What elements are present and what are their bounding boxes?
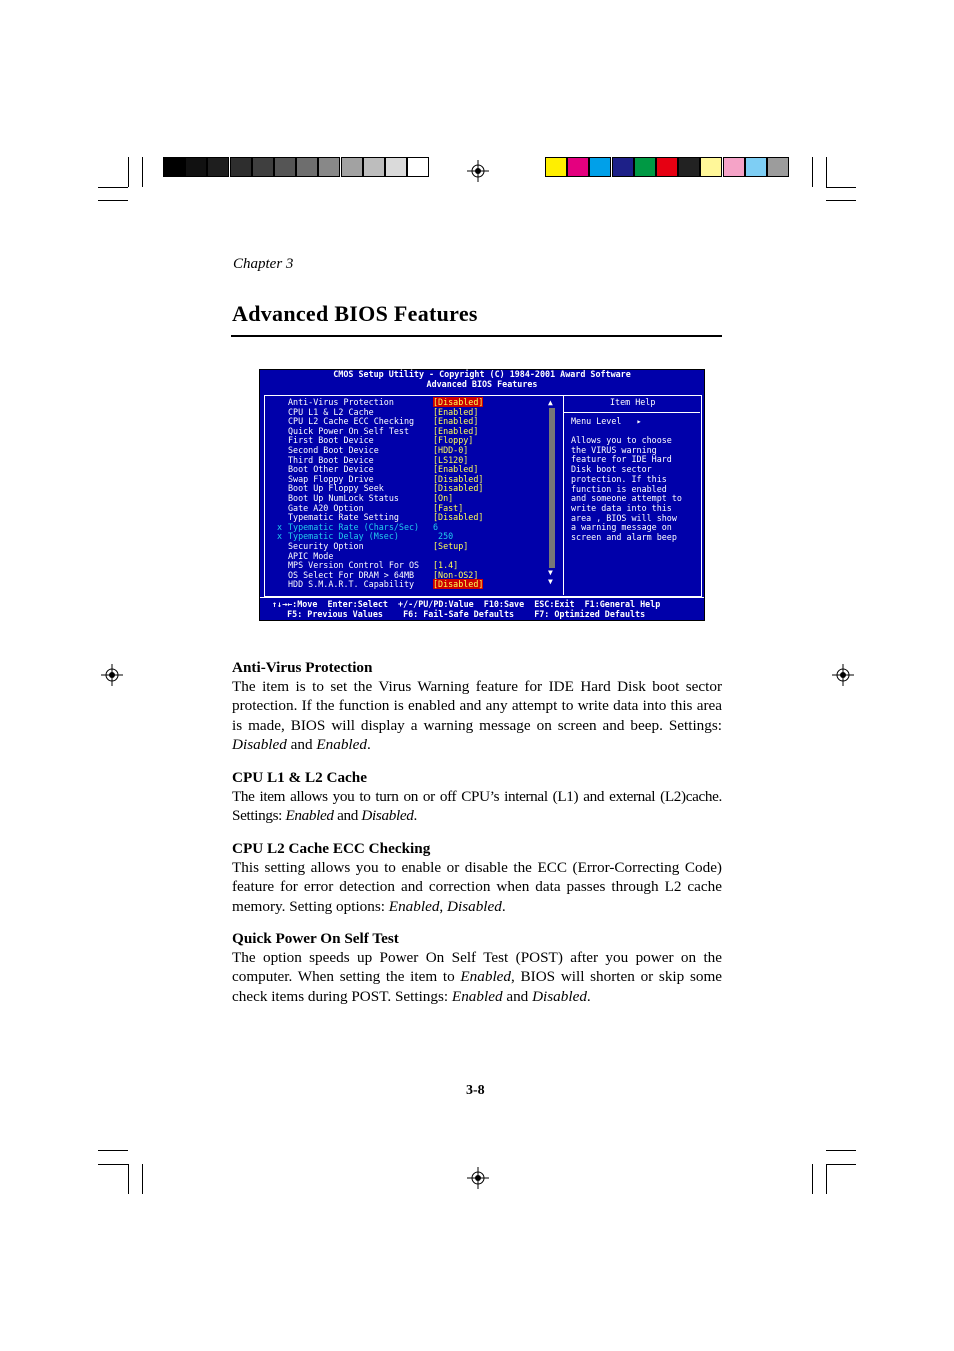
section-heading: CPU L1 & L2 Cache	[232, 769, 367, 786]
bios-item-label: Boot Other Device	[288, 464, 374, 475]
gray-swatch	[407, 157, 429, 177]
color-swatch	[545, 157, 567, 177]
bios-scrollbar[interactable]	[549, 408, 555, 568]
bios-item-value[interactable]: [Fast]	[433, 502, 464, 513]
color-swatch	[745, 157, 767, 177]
section-anti-virus	[232, 658, 722, 755]
bios-item-value[interactable]: [Non-OS2]	[433, 569, 479, 580]
disabled-mark: x	[277, 521, 283, 532]
bios-help-line: feature for IDE Hard	[571, 454, 672, 465]
section-body: The item is to set the Virus Warning feature for IDE Hard Disk boot sector protection. If the function is enabled and any attempt to write data into this area is made, BIOS will display a warning message on screen and beep. Settings: Disabled and Enabled.	[232, 678, 722, 754]
bios-item-value[interactable]: [Setup]	[433, 541, 469, 551]
section-body: This setting allows you to enable or disable the ECC (Error-Correcting Code) feature for error detection and correction when data passes through L2 cache memory. Setting options: Enabled, Disabled.	[232, 859, 722, 915]
bios-item-label: Boot Up Floppy Seek	[288, 483, 384, 494]
color-swatch	[678, 157, 700, 177]
registration-mark-icon	[467, 1167, 489, 1189]
scroll-down-icon[interactable]: ▼	[548, 568, 553, 577]
bios-item-value[interactable]: [Enabled]	[433, 416, 479, 427]
bios-help-line: function is enabled	[571, 483, 667, 494]
bios-help-divider	[563, 412, 700, 413]
bios-help-title: Item Help	[610, 397, 656, 407]
bios-item-value[interactable]: [1.4]	[433, 560, 459, 571]
bios-item-label: Second Boot Device	[288, 445, 379, 455]
gray-swatch	[252, 157, 274, 177]
bios-item-value[interactable]: [Disabled]	[433, 512, 484, 523]
gray-swatch	[318, 157, 340, 177]
color-swatch	[767, 157, 789, 177]
bios-item-value[interactable]: [Disabled]	[433, 473, 484, 484]
bios-help-line: Disk boot sector	[571, 464, 652, 475]
bios-item-label: Boot Up NumLock Status	[288, 493, 399, 503]
bios-item-label: Security Option	[288, 541, 364, 551]
bios-item-label: MPS Version Control For OS	[288, 560, 420, 571]
page-number: 3-8	[466, 1083, 485, 1098]
color-swatch	[589, 157, 611, 177]
color-swatch	[612, 157, 634, 177]
registration-mark-icon	[832, 664, 854, 686]
bios-footer-divider	[260, 597, 704, 598]
bios-help-line: the VIRUS warning	[571, 444, 657, 455]
bios-item-value[interactable]: [Enabled]	[433, 406, 479, 417]
bios-item-row[interactable]	[288, 580, 483, 590]
bios-item-value[interactable]: [Disabled]	[433, 483, 484, 494]
bios-help-line: a warning message on	[571, 522, 672, 533]
gray-swatch	[341, 157, 363, 177]
registration-mark-icon	[101, 664, 123, 686]
page-title: Advanced BIOS Features	[232, 301, 478, 326]
bios-item-value[interactable]: [Floppy]	[433, 435, 474, 446]
bios-item-value[interactable]: 6	[433, 521, 439, 532]
section-heading: CPU L2 Cache ECC Checking	[232, 840, 431, 857]
bios-item-label: Third Boot Device	[288, 454, 374, 465]
bios-item-value[interactable]: [HDD-0]	[433, 445, 469, 455]
section-heading: Quick Power On Self Test	[232, 930, 399, 947]
bios-item-label: Typematic Rate Setting	[288, 512, 399, 523]
section-body: The option speeds up Power On Self Test (POST) after you power on the computer. When setting the item to Enabled, BIOS will shorten or skip some check items during POST. Settings: Enabled and Disabled.	[232, 949, 722, 1005]
bios-header-title: Advanced BIOS Features	[426, 379, 538, 389]
gray-swatch	[363, 157, 385, 177]
bios-footer-defaults: F5: Previous Values F6: Fail-Safe Defaults F7: Optimized Defaults	[272, 609, 646, 619]
section-heading: Anti-Virus Protection	[232, 659, 373, 676]
bios-item-label: Gate A20 Option	[288, 502, 364, 513]
bios-help-line: Allows you to choose	[571, 435, 672, 445]
bios-help-line: write data into this	[571, 502, 672, 513]
title-rule	[231, 335, 722, 337]
bios-menu-level: Menu Level ▸	[571, 416, 642, 426]
section-quick-post	[232, 929, 722, 1006]
section-body: The item allows you to turn on or off CPU’s internal (L1) and external (L2)cache. Settings: Enabled and Disabled.	[232, 788, 722, 825]
section-l2-ecc	[232, 839, 722, 916]
bios-item-label: HDD S.M.A.R.T. Capability	[288, 579, 415, 590]
color-swatch	[723, 157, 745, 177]
bios-screenshot	[259, 369, 705, 621]
bios-item-value[interactable]: 250	[433, 531, 454, 542]
bios-item-label: Quick Power On Self Test	[288, 425, 410, 436]
color-swatch	[700, 157, 722, 177]
bios-header-copyright: CMOS Setup Utility - Copyright (C) 1984-2001 Award Software	[333, 369, 631, 379]
gray-swatch	[385, 157, 407, 177]
gray-swatch	[163, 157, 185, 177]
gray-swatch	[274, 157, 296, 177]
gray-swatch	[185, 157, 207, 177]
bios-item-value[interactable]: [On]	[433, 493, 454, 503]
bios-item-label: APIC Mode	[288, 550, 334, 561]
bios-item-label: OS Select For DRAM > 64MB	[288, 569, 415, 580]
bios-item-label: CPU L2 Cache ECC Checking	[288, 416, 415, 427]
gray-swatch	[230, 157, 252, 177]
bios-item-value[interactable]: [LS120]	[433, 454, 469, 465]
bios-footer-keys: ↑↓→←:Move Enter:Select +/-/PU/PD:Value F10:Save ESC:Exit F1:General Help	[272, 599, 661, 609]
bios-item-label: Swap Floppy Drive	[288, 473, 374, 484]
bios-item-label: Typematic Rate (Chars/Sec)	[288, 521, 420, 532]
gray-swatch	[207, 157, 229, 177]
bios-help-line: area , BIOS will show	[571, 512, 677, 523]
bios-divider	[563, 395, 564, 595]
gray-swatch	[296, 157, 318, 177]
bios-item-label: CPU L1 & L2 Cache	[288, 406, 374, 417]
color-swatch	[656, 157, 678, 177]
bios-item-label: Typematic Delay (Msec)	[288, 531, 399, 542]
bios-item-value[interactable]: [Disabled]	[433, 397, 484, 407]
bios-help-line: protection. If this	[571, 473, 667, 484]
scroll-down-icon[interactable]: ▼	[548, 577, 553, 586]
bios-item-label: Anti-Virus Protection	[288, 397, 394, 407]
section-cpu-cache	[232, 768, 722, 826]
chapter-label: Chapter 3	[233, 256, 294, 272]
bios-help-line: and someone attempt to	[571, 493, 682, 504]
bios-item-label: First Boot Device	[288, 435, 374, 446]
bios-item-value[interactable]: [Enabled]	[433, 464, 479, 475]
bios-item-value[interactable]: [Disabled]	[433, 579, 484, 590]
registration-mark-icon	[467, 160, 489, 182]
bios-item-value[interactable]: [Enabled]	[433, 425, 479, 436]
color-swatch	[634, 157, 656, 177]
scroll-up-icon[interactable]: ▲	[548, 398, 553, 407]
color-swatch	[567, 157, 589, 177]
disabled-mark: x	[277, 531, 283, 542]
bios-help-line: screen and alarm beep	[571, 532, 677, 542]
